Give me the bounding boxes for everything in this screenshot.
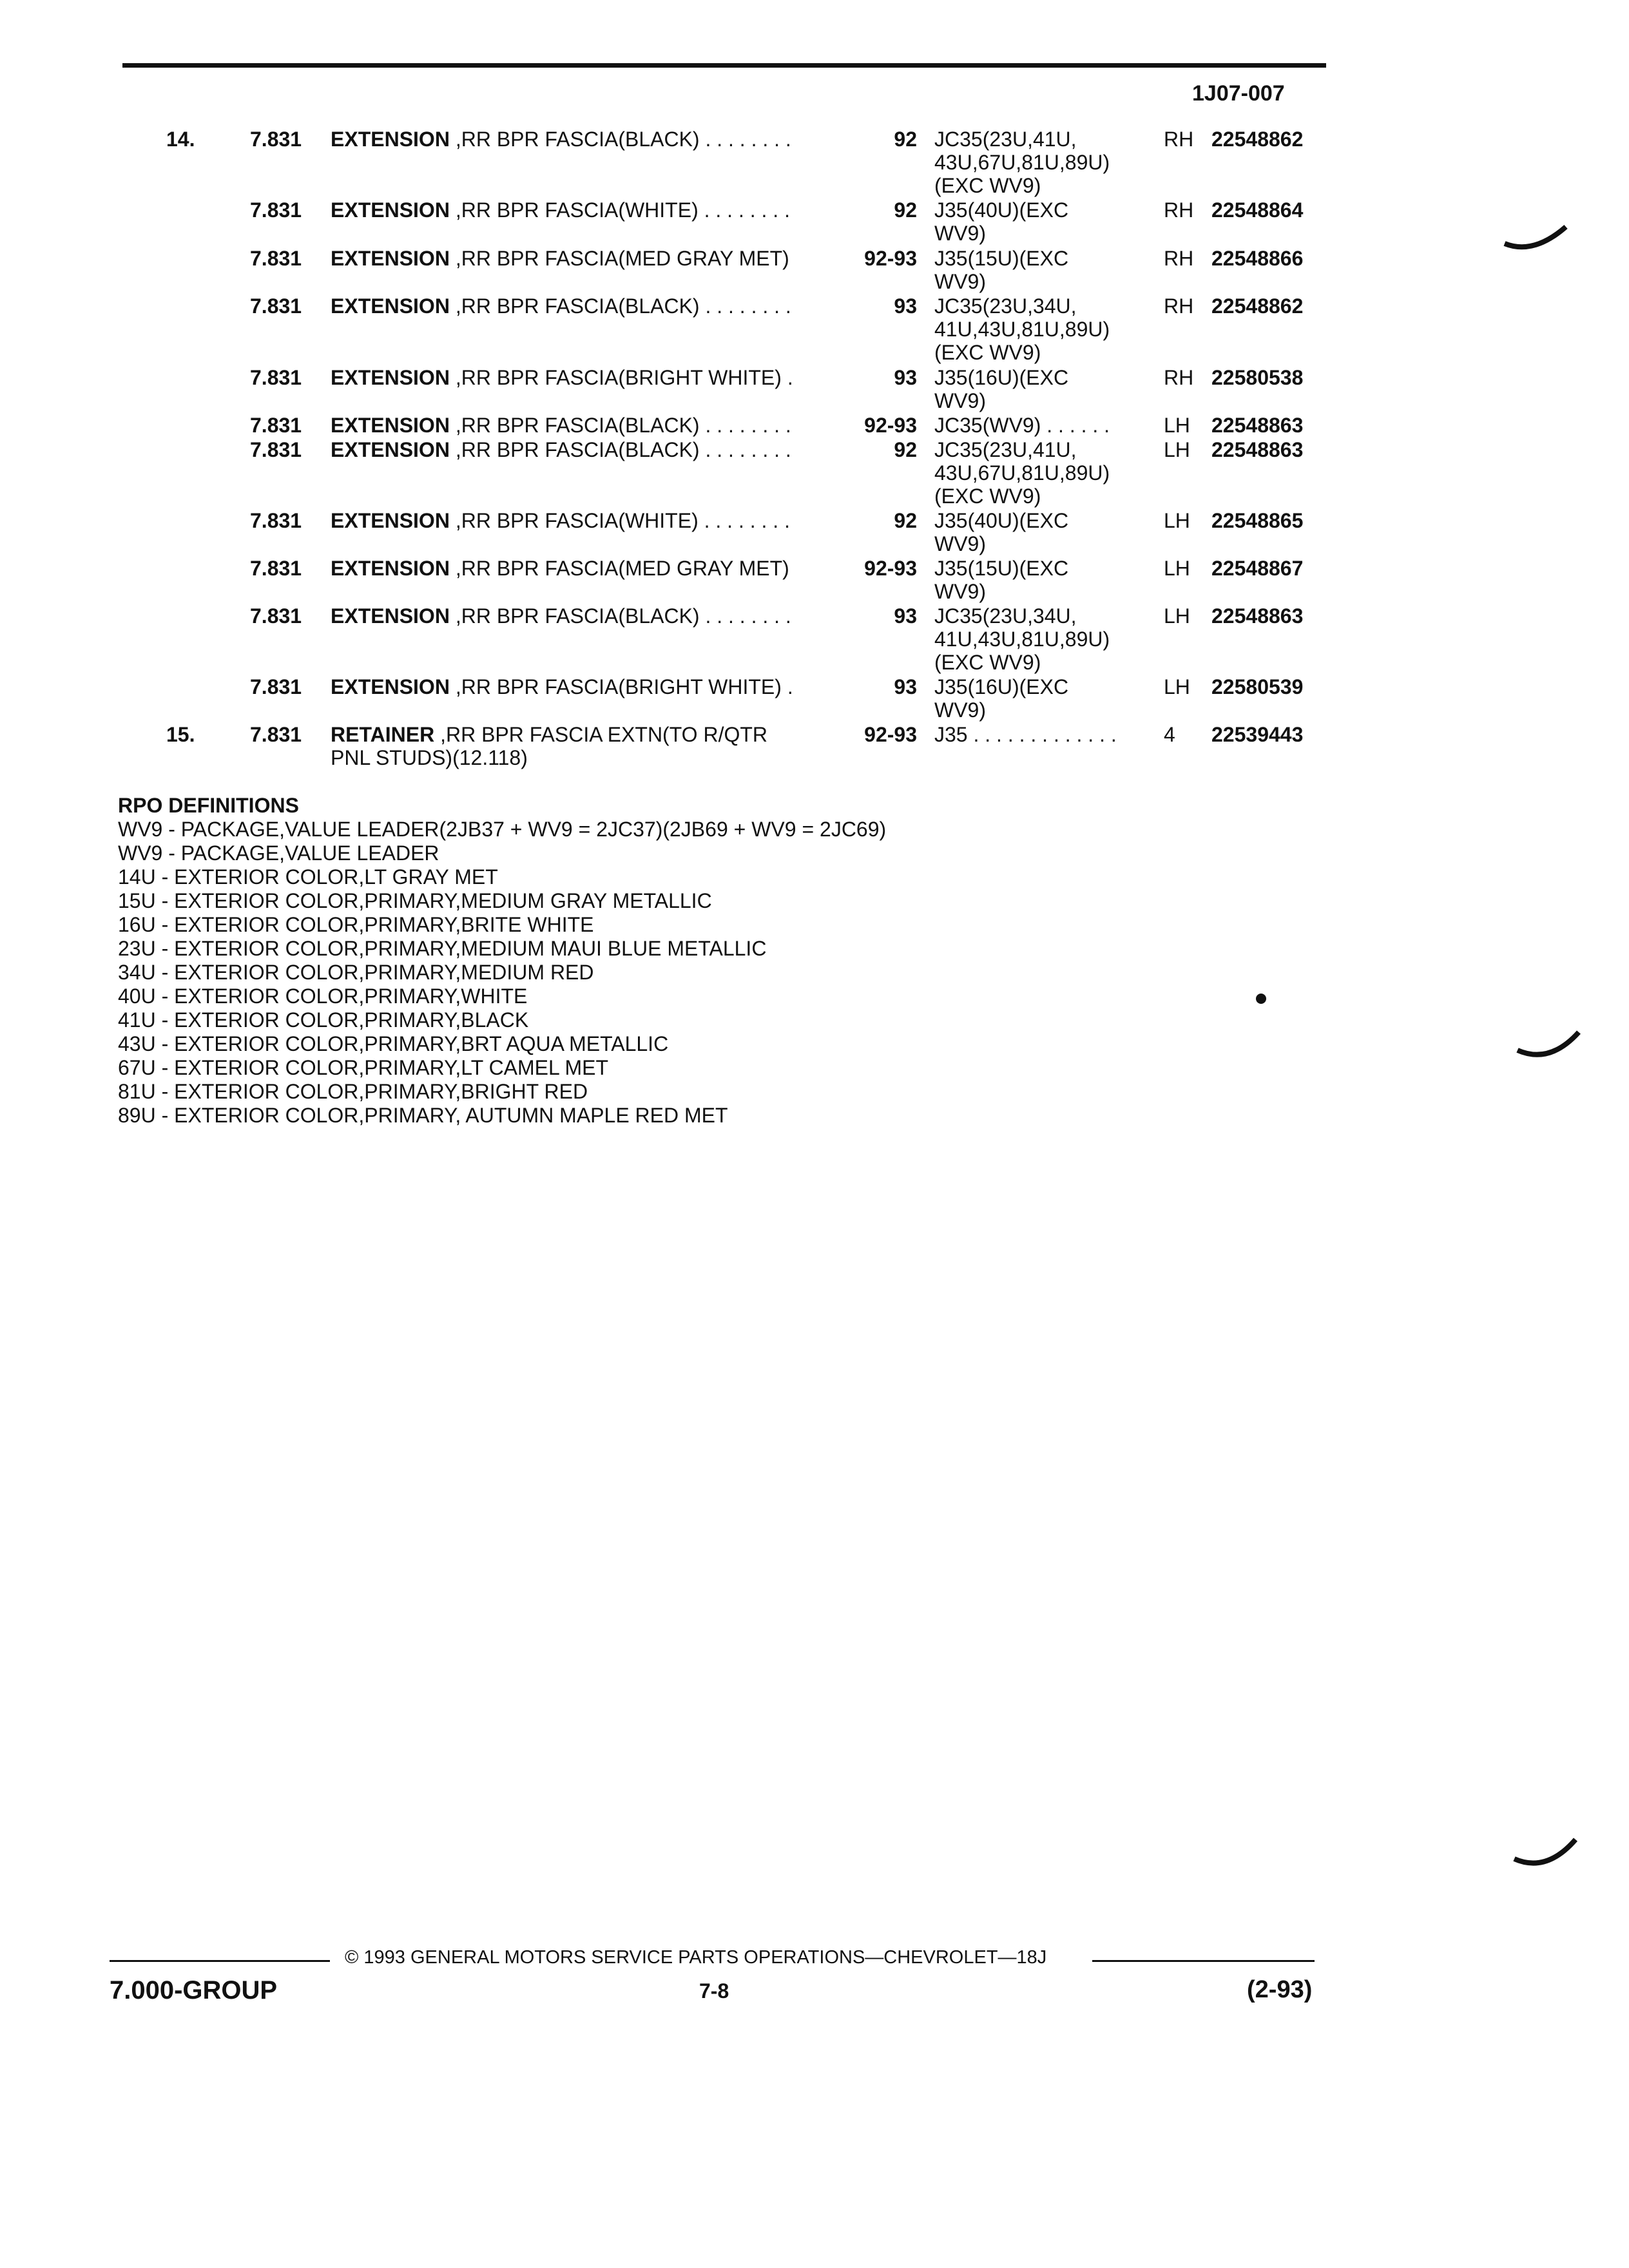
page-code: 1J07-007 xyxy=(1192,81,1285,106)
part-detail: ,RR BPR FASCIA(BLACK) . . . . . . . . xyxy=(455,128,791,151)
side-or-qty: RH xyxy=(1164,128,1194,151)
model-usage-line: 41U,43U,81U,89U) xyxy=(934,318,1110,341)
part-detail-line2: PNL STUDS)(12.118) xyxy=(331,746,528,769)
model-usage-line: JC35(23U,41U, xyxy=(934,438,1077,461)
model-usage xyxy=(934,604,1110,674)
rpo-heading: RPO DEFINITIONS xyxy=(118,794,299,817)
side-or-qty: LH xyxy=(1164,438,1190,461)
rpo-line: 41U - EXTERIOR COLOR,PRIMARY,BLACK xyxy=(118,1008,529,1032)
part-name: EXTENSION xyxy=(331,438,450,461)
part-number: 22548864 xyxy=(1211,198,1304,222)
part-number: 22548863 xyxy=(1211,604,1304,628)
footer-copyright: © 1993 GENERAL MOTORS SERVICE PARTS OPERATIONS—CHEVROLET—18J xyxy=(345,1947,1047,1968)
model-years: 92-93 xyxy=(864,557,917,580)
model-years: 93 xyxy=(894,294,917,318)
rpo-line: 34U - EXTERIOR COLOR,PRIMARY,MEDIUM RED xyxy=(118,961,594,984)
model-usage-line: J35(16U)(EXC xyxy=(934,366,1069,389)
model-usage-line: JC35(WV9) . . . . . . xyxy=(934,414,1110,437)
group-number: 7.831 xyxy=(250,509,302,532)
side-or-qty: RH xyxy=(1164,247,1194,270)
model-usage-line: (EXC WV9) xyxy=(934,341,1041,364)
part-name: EXTENSION xyxy=(331,128,450,151)
model-usage-line: JC35(23U,41U, xyxy=(934,128,1077,151)
rpo-line: 43U - EXTERIOR COLOR,PRIMARY,BRT AQUA METALLIC xyxy=(118,1032,669,1055)
part-detail: ,RR BPR FASCIA(MED GRAY MET) xyxy=(455,557,789,580)
part-number: 22580538 xyxy=(1211,366,1304,389)
part-description xyxy=(331,509,790,532)
part-detail: ,RR BPR FASCIA(MED GRAY MET) xyxy=(455,247,789,270)
model-usage xyxy=(934,414,1110,437)
ink-speck xyxy=(1253,991,1269,1006)
model-years: 92 xyxy=(894,509,917,532)
model-usage-line: WV9) xyxy=(934,222,986,245)
footer-page-number: 7-8 xyxy=(699,1979,729,2003)
part-description xyxy=(331,414,791,437)
model-usage xyxy=(934,294,1110,364)
part-detail: ,RR BPR FASCIA(WHITE) . . . . . . . . xyxy=(455,509,790,532)
model-usage-line: WV9) xyxy=(934,270,986,293)
part-name: EXTENSION xyxy=(331,604,450,628)
rpo-line: 14U - EXTERIOR COLOR,LT GRAY MET xyxy=(118,865,498,889)
part-name: EXTENSION xyxy=(331,675,450,698)
part-description xyxy=(331,438,791,461)
model-usage-line: J35(40U)(EXC xyxy=(934,198,1069,222)
footer-group: 7.000-GROUP xyxy=(110,1976,278,2004)
part-description xyxy=(331,247,789,270)
model-usage xyxy=(934,557,1068,603)
model-years: 93 xyxy=(894,675,917,698)
model-usage-line: WV9) xyxy=(934,532,986,555)
model-usage-line: (EXC WV9) xyxy=(934,651,1041,674)
part-number: 22548862 xyxy=(1211,294,1304,318)
part-description xyxy=(331,128,791,151)
rpo-definitions xyxy=(118,794,886,1128)
side-or-qty: RH xyxy=(1164,366,1194,389)
part-detail: ,RR BPR FASCIA(WHITE) . . . . . . . . xyxy=(455,198,790,222)
rpo-line: 89U - EXTERIOR COLOR,PRIMARY, AUTUMN MAPLE RED MET xyxy=(118,1104,728,1127)
group-number: 7.831 xyxy=(250,294,302,318)
model-years: 93 xyxy=(894,366,917,389)
model-usage-line: JC35(23U,34U, xyxy=(934,294,1077,318)
model-years: 92-93 xyxy=(864,414,917,437)
footer-rule-right xyxy=(1092,1960,1315,1962)
part-number: 22580539 xyxy=(1211,675,1304,698)
part-name: EXTENSION xyxy=(331,198,450,222)
model-usage-line: JC35(23U,34U, xyxy=(934,604,1077,628)
part-number: 22548862 xyxy=(1211,128,1304,151)
part-description xyxy=(331,604,791,628)
model-usage xyxy=(934,366,1068,412)
part-number: 22539443 xyxy=(1211,723,1304,746)
model-usage-line: WV9) xyxy=(934,389,986,412)
rpo-line: 15U - EXTERIOR COLOR,PRIMARY,MEDIUM GRAY METALLIC xyxy=(118,889,712,912)
model-usage xyxy=(934,675,1068,722)
part-detail: ,RR BPR FASCIA(BLACK) . . . . . . . . xyxy=(455,414,791,437)
model-usage-line: J35(15U)(EXC xyxy=(934,557,1069,580)
part-name: EXTENSION xyxy=(331,557,450,580)
part-detail: ,RR BPR FASCIA(BRIGHT WHITE) . xyxy=(455,675,793,698)
model-usage-line: 43U,67U,81U,89U) xyxy=(934,151,1110,174)
model-years: 92-93 xyxy=(864,723,917,746)
model-years: 92 xyxy=(894,438,917,461)
binder-mark xyxy=(1501,213,1572,258)
group-number: 7.831 xyxy=(250,128,302,151)
rpo-line: WV9 - PACKAGE,VALUE LEADER(2JB37 + WV9 = 2JC37)(2JB69 + WV9 = 2JC69) xyxy=(118,818,887,841)
side-or-qty: LH xyxy=(1164,414,1190,437)
model-usage xyxy=(934,723,1117,746)
model-usage-line: J35 . . . . . . . . . . . . . xyxy=(934,723,1117,746)
rpo-line: 16U - EXTERIOR COLOR,PRIMARY,BRITE WHITE xyxy=(118,913,594,936)
part-description xyxy=(331,366,793,389)
group-number: 7.831 xyxy=(250,604,302,628)
model-usage xyxy=(934,438,1110,508)
part-detail: ,RR BPR FASCIA EXTN(TO R/QTR xyxy=(440,723,767,746)
rpo-line: 23U - EXTERIOR COLOR,PRIMARY,MEDIUM MAUI BLUE METALLIC xyxy=(118,937,767,960)
model-usage xyxy=(934,198,1068,245)
footer-date: (2-93) xyxy=(1247,1976,1313,2003)
model-usage-line: 41U,43U,81U,89U) xyxy=(934,628,1110,651)
model-usage xyxy=(934,247,1068,293)
part-description xyxy=(331,723,767,769)
part-number: 22548863 xyxy=(1211,438,1304,461)
rpo-line: 67U - EXTERIOR COLOR,PRIMARY,LT CAMEL MET xyxy=(118,1056,609,1079)
side-or-qty: LH xyxy=(1164,557,1190,580)
part-name: EXTENSION xyxy=(331,294,450,318)
model-years: 93 xyxy=(894,604,917,628)
part-name: EXTENSION xyxy=(331,366,450,389)
top-rule xyxy=(122,63,1326,68)
part-description xyxy=(331,557,789,580)
side-or-qty: 4 xyxy=(1164,723,1175,746)
side-or-qty: RH xyxy=(1164,294,1194,318)
part-name: EXTENSION xyxy=(331,247,450,270)
model-usage-line: J35(16U)(EXC xyxy=(934,675,1069,698)
rpo-lines xyxy=(118,818,886,1128)
part-name: EXTENSION xyxy=(331,414,450,437)
side-or-qty: LH xyxy=(1164,509,1190,532)
item-number: 14. xyxy=(166,128,195,151)
part-detail: ,RR BPR FASCIA(BLACK) . . . . . . . . xyxy=(455,294,791,318)
rpo-line: 40U - EXTERIOR COLOR,PRIMARY,WHITE xyxy=(118,985,528,1008)
model-usage-line: (EXC WV9) xyxy=(934,485,1041,508)
side-or-qty: RH xyxy=(1164,198,1194,222)
part-detail: ,RR BPR FASCIA(BLACK) . . . . . . . . xyxy=(455,438,791,461)
part-description xyxy=(331,198,790,222)
model-usage-line: 43U,67U,81U,89U) xyxy=(934,461,1110,485)
binder-mark xyxy=(1511,1827,1582,1878)
part-name: RETAINER xyxy=(331,723,435,746)
side-or-qty: LH xyxy=(1164,604,1190,628)
binder-mark xyxy=(1514,1024,1585,1070)
part-number: 22548866 xyxy=(1211,247,1304,270)
rpo-line: 81U - EXTERIOR COLOR,PRIMARY,BRIGHT RED xyxy=(118,1080,588,1103)
group-number: 7.831 xyxy=(250,557,302,580)
model-usage-line: WV9) xyxy=(934,698,986,722)
side-or-qty: LH xyxy=(1164,675,1190,698)
rpo-line: WV9 - PACKAGE,VALUE LEADER xyxy=(118,841,439,865)
model-years: 92-93 xyxy=(864,247,917,270)
model-years: 92 xyxy=(894,198,917,222)
model-usage-line: WV9) xyxy=(934,580,986,603)
group-number: 7.831 xyxy=(250,247,302,270)
footer-rule-left xyxy=(110,1960,330,1962)
item-number: 15. xyxy=(166,723,195,746)
part-detail: ,RR BPR FASCIA(BRIGHT WHITE) . xyxy=(455,366,793,389)
part-description xyxy=(331,675,793,698)
part-name: EXTENSION xyxy=(331,509,450,532)
part-number: 22548865 xyxy=(1211,509,1304,532)
part-detail: ,RR BPR FASCIA(BLACK) . . . . . . . . xyxy=(455,604,791,628)
part-number: 22548867 xyxy=(1211,557,1304,580)
model-usage xyxy=(934,128,1110,197)
model-usage-line: J35(15U)(EXC xyxy=(934,247,1069,270)
part-number: 22548863 xyxy=(1211,414,1304,437)
group-number: 7.831 xyxy=(250,366,302,389)
model-years: 92 xyxy=(894,128,917,151)
model-usage-line: (EXC WV9) xyxy=(934,174,1041,197)
group-number: 7.831 xyxy=(250,723,302,746)
group-number: 7.831 xyxy=(250,414,302,437)
model-usage-line: J35(40U)(EXC xyxy=(934,509,1069,532)
part-description xyxy=(331,294,791,318)
group-number: 7.831 xyxy=(250,438,302,461)
group-number: 7.831 xyxy=(250,675,302,698)
group-number: 7.831 xyxy=(250,198,302,222)
model-usage xyxy=(934,509,1068,555)
